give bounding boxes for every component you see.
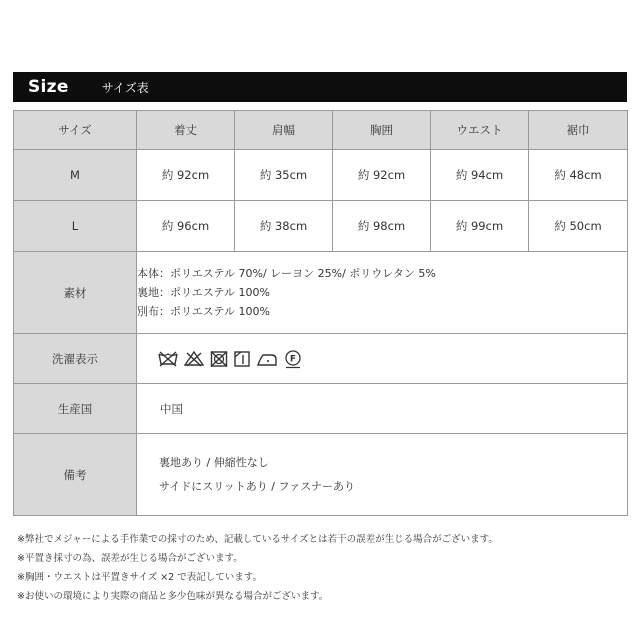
care-symbols [157, 349, 627, 369]
column-header-size: サイズ [14, 111, 137, 150]
column-header-shoulder: 肩幅 [235, 111, 333, 150]
value-cell: 約 92cm [137, 150, 235, 201]
value-cell: 約 99cm [431, 201, 529, 252]
remarks-row [14, 434, 628, 516]
size-chart-header [13, 72, 627, 102]
dry-clean-f-icon [283, 349, 303, 369]
care-label: 洗濯表示 [14, 334, 137, 384]
table-header-row [14, 111, 628, 150]
no-tumble-dry-icon [209, 350, 229, 368]
no-bleach-icon [183, 350, 205, 368]
material-line: 本体：ポリエステル 70%/ レーヨン 25%/ ポリウレタン 5% [137, 267, 436, 280]
value-cell: 約 38cm [235, 201, 333, 252]
care-content [137, 334, 628, 384]
column-header-chest: 胸囲 [333, 111, 431, 150]
line-dry-icon [233, 350, 251, 368]
origin-label: 生産国 [14, 384, 137, 434]
column-header-hem: 裾巾 [529, 111, 628, 150]
remarks-content [137, 434, 628, 516]
remarks-line: サイドにスリットあり / ファスナーあり [159, 479, 356, 493]
column-header-length: 着丈 [137, 111, 235, 150]
table-row [14, 201, 628, 252]
material-content [137, 252, 628, 334]
low-iron-icon [255, 350, 279, 368]
value-cell: 約 48cm [529, 150, 628, 201]
no-washing-icon [157, 350, 179, 368]
material-row [14, 252, 628, 334]
column-header-waist: ウエスト [431, 111, 529, 150]
notes [17, 530, 498, 606]
remarks-label: 備考 [14, 434, 137, 516]
origin-value: 中国 [137, 384, 628, 434]
size-cell: L [14, 201, 137, 252]
size-table [13, 110, 628, 516]
remarks-line: 裏地あり / 伸縮性なし [159, 455, 269, 469]
value-cell: 約 92cm [333, 150, 431, 201]
dry-clean-letter: F [289, 354, 297, 364]
value-cell: 約 50cm [529, 201, 628, 252]
table-row [14, 150, 628, 201]
material-label: 素材 [14, 252, 137, 334]
note-line: ※弊社でメジャーによる手作業での採寸のため、記載しているサイズとは若干の誤差が生じる場合がございます。 [17, 534, 498, 545]
note-line: ※お使いの環境により実際の商品と多少色味が異なる場合がございます。 [17, 591, 329, 602]
origin-row [14, 384, 628, 434]
value-cell: 約 96cm [137, 201, 235, 252]
note-line: ※平置き採寸の為、誤差が生じる場合がございます。 [17, 553, 243, 564]
value-cell: 約 94cm [431, 150, 529, 201]
material-line: 別布：ポリエステル 100% [137, 305, 270, 318]
value-cell: 約 98cm [333, 201, 431, 252]
care-row [14, 334, 628, 384]
size-cell: M [14, 150, 137, 201]
material-line: 裏地：ポリエステル 100% [137, 286, 270, 299]
value-cell: 約 35cm [235, 150, 333, 201]
header-subtitle: サイズ表 [101, 80, 149, 95]
header-size-label: Size [28, 77, 69, 97]
note-line: ※胸囲・ウエストは平置きサイズ ×2 で表記しています。 [17, 572, 262, 583]
